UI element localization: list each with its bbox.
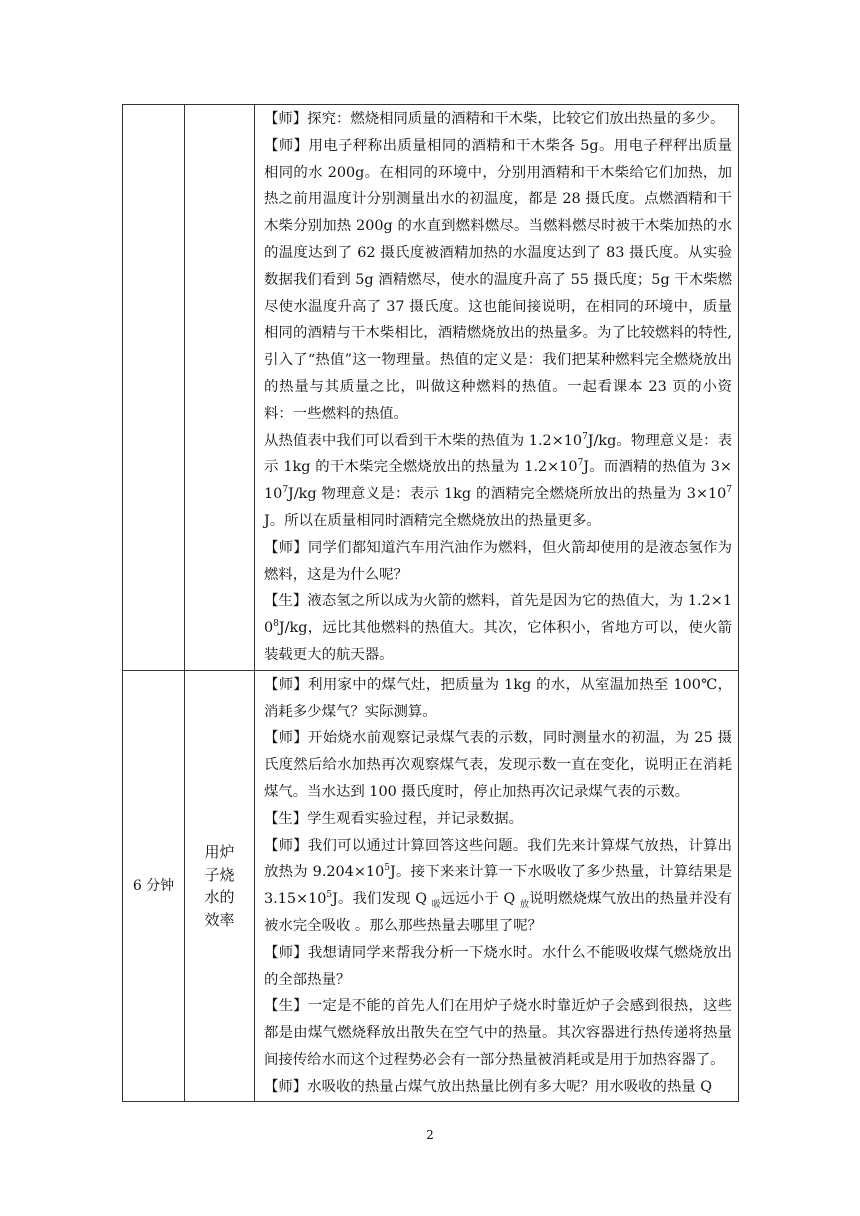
text-run: 【师】我们可以通过计算回答这些问题。我们先来计算煤气放热，计算出放热为 9.204×10	[264, 837, 732, 881]
time-cell	[123, 105, 185, 671]
text-run: 【生】一定是不能的首先人们在用炉子烧水时靠近炉子会感到很热，这些都是由煤气燃烧释放出散失在空气中的热量。其次容器进行热传递将热量间接传给水而这个过程势必会有一部分热量被消耗或是用于加热容器了。	[264, 998, 732, 1068]
text-run: 【师】探究：燃烧相同质量的酒精和干木柴，比较它们放出热量的多少。	[264, 111, 725, 127]
time-text: 6 分钟	[132, 878, 175, 895]
paragraph	[264, 1074, 732, 1101]
paragraph	[264, 833, 732, 940]
page-number: 2	[426, 1128, 434, 1142]
text-run: J/kg 物理意义是：表示 1kg 的酒精完全燃烧所放出的热量为 3×10	[288, 486, 727, 503]
content-cell	[255, 670, 739, 1102]
text-run: 【师】开始烧水前观察记录煤气表的示数，同时测量水的初温，为 25 摄氏度然后给水加热再次观察煤气表，发现示数一直在变化，说明正在消耗煤气。当水达到 100 摄氏度时，停止加热再次记录煤气表的示数。	[264, 730, 732, 800]
paragraph	[264, 940, 732, 994]
paragraph	[264, 588, 732, 668]
paragraph	[264, 133, 732, 428]
text-run: 【师】我想请同学来帮我分析一下烧水时。水什么不能吸收煤气燃烧放出的全部热量？	[264, 944, 732, 988]
text-run: 从热值表中我们可以看到干木柴的热值为 1.2×10	[264, 432, 583, 449]
subscript: 放	[519, 899, 530, 910]
content-body	[255, 671, 738, 1102]
content-body	[255, 105, 738, 670]
text-run: J/kg，远比其他燃料的热值大。其次，它体积小，省地方可以，使火箭装载更大的航天器。	[264, 620, 732, 663]
paragraph	[264, 106, 732, 133]
subscript: 吸	[431, 899, 441, 910]
superscript: 7	[577, 458, 584, 469]
content-cell	[255, 105, 739, 671]
text-run: 远远小于 Q	[440, 891, 520, 908]
text-run: J。而酒精的热值为 3×10	[264, 459, 732, 503]
text-run: J。所以在质量相同时酒精完全燃烧放出的热量更多。	[264, 512, 601, 529]
text-run: 【师】利用家中的煤气灶，把质量为 1kg 的水，从室温加热至 100℃，消耗多少煤气？实际测算。	[264, 676, 732, 720]
text-run: 【师】用电子秤称出质量相同的酒精和干木柴各 5g。用电子秤秤出质量相同的水 200g。在相同的环境中，分别用酒精和干木柴给它们加热，加热之前用温度计分别测量出水的初温度，都是 28 摄氏度。点燃酒精和干木柴分别加热 200g 的水直到燃料燃尽。当燃料燃尽时被干木柴加热的水的温度达到了 62 摄氏度被酒精加热的水温度达到了 83 摄氏度。从实验数据我们看到 5g 酒精燃尽，使水的温度升高了 55 摄氏度；5g 干木柴燃尽使水温度升高了 37 摄氏度。这也能间接说明，在相同的环境中，质量相同的酒精与干木柴相比，酒精燃烧放出的热量多。为了比较燃料的特性,引入了“热值”这一物理量。热值的定义是：我们把某种燃料完全燃烧放出的热量与其质量之比，叫做这种燃料的热值。一起看课本 23 页的小资料：一些燃料的热值。	[264, 137, 732, 422]
topic-cell	[185, 105, 255, 671]
text-run: 【师】同学们都知道汽车用汽油作为燃料，但火箭却使用的是液态氢作为燃料，这是为什么呢？	[264, 539, 732, 583]
superscript: 7	[726, 485, 732, 496]
paragraph	[264, 535, 732, 589]
text-run: 【师】水吸收的热量占煤气放出热量比例有多大呢？用水吸收的热量 Q	[264, 1078, 713, 1095]
text-run: 【生】学生观看实验过程，并记录数据。	[264, 810, 524, 827]
text-run: 说明燃烧煤气放出的热量并没有被水完全吸收 。那么那些热量去哪里了呢？	[264, 891, 732, 934]
paragraph	[264, 725, 732, 805]
paragraph	[264, 806, 732, 833]
text-run: J。接下来来计算一下水吸收了多少热量，计算结果是 3.15×10	[264, 864, 732, 908]
time-cell	[123, 670, 185, 1102]
table-row	[123, 105, 739, 671]
text-run: 【生】液态氢之所以成为火箭的燃料，首先是因为它的热值大，为 1.2×10	[264, 593, 732, 637]
paragraph	[264, 993, 732, 1073]
lesson-plan-table	[122, 104, 739, 1102]
superscript: 7	[582, 431, 588, 442]
paragraph	[264, 672, 732, 726]
text-run: J。我们发现 Q	[332, 891, 432, 908]
superscript: 8	[273, 619, 279, 630]
superscript: 5	[384, 863, 390, 874]
topic-cell	[185, 670, 255, 1102]
superscript: 5	[326, 890, 333, 901]
superscript: 7	[282, 485, 289, 496]
paragraph	[264, 428, 732, 535]
topic-text: 用炉子烧水的效率	[204, 843, 235, 929]
table-row	[123, 670, 739, 1102]
text-run: J/kg。物理意义是：表示 1kg 的干木柴完全燃烧放出的热量为 1.2×10	[264, 432, 732, 476]
